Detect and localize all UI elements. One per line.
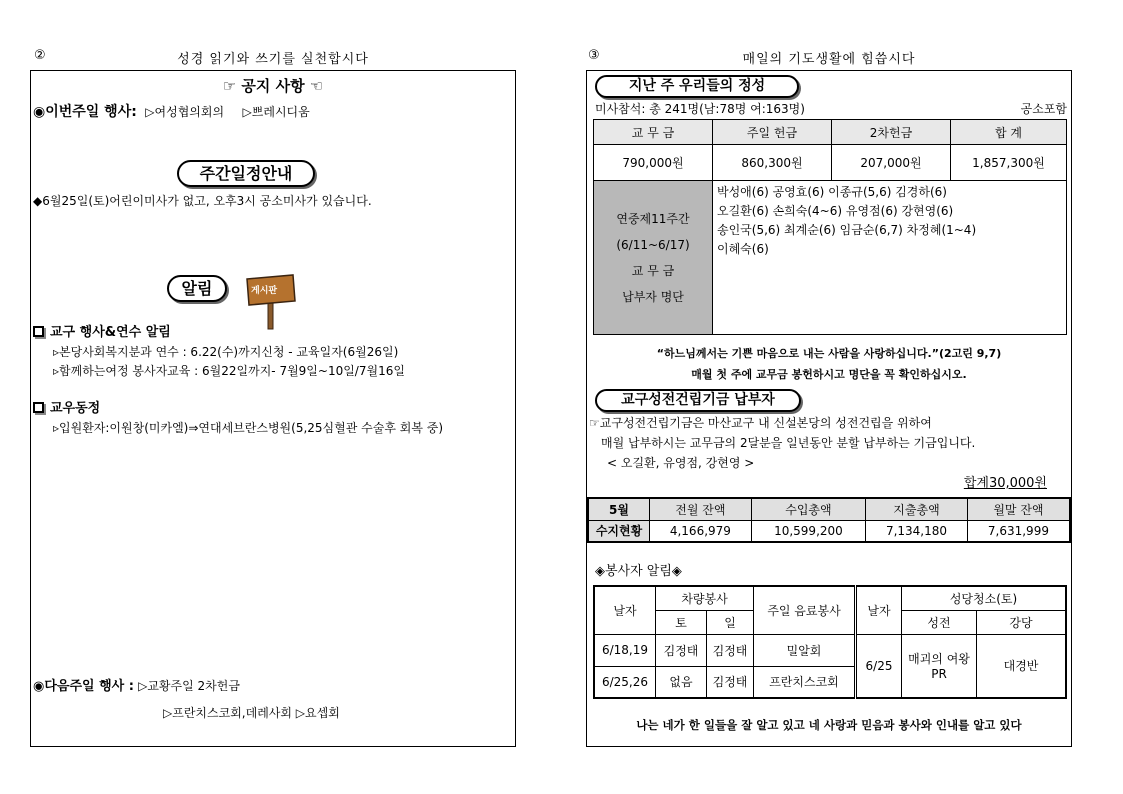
schedule-text: ◆6월25일(토)어린이미사가 없고, 오후3시 공소미사가 있습니다. (33, 194, 372, 208)
finance-table (587, 497, 1071, 543)
offering-header: 합 계 (951, 120, 1067, 145)
donor-line: 오길환(6) 손희숙(4~6) 유영점(6) 강현영(6) (717, 204, 954, 218)
vol-drinks: 프란치스코회 (754, 666, 856, 698)
this-week-label: ◉이번주일 행사: (33, 104, 137, 120)
finance-header: 전월 잔액 (650, 498, 752, 520)
fund-line: 매월 납부하시는 교무금의 2달분을 일년동안 분할 납부하는 기금입니다. (601, 436, 976, 450)
volunteer-table (593, 585, 1067, 699)
schedule-title: 주간일정안내 (177, 160, 315, 187)
vol-header-sanctuary: 성전 (902, 610, 977, 634)
section-parishioner-news (33, 397, 100, 416)
next-week-label: ◉다음주일 행사 : (33, 679, 134, 694)
vol-sun: 김정태 (707, 666, 754, 698)
bulletin-board-icon (245, 271, 297, 331)
offering-header: 2차헌금 (832, 120, 951, 145)
next-week-events (33, 675, 240, 694)
donor-line: 송인국(5,6) 최계순(6) 임금순(6,7) 차정혜(1~4) (717, 223, 977, 237)
donor-line: 박성애(6) 공영효(6) 이종규(5,6) 김경하(6) (717, 185, 947, 199)
finance-value: 4,166,979 (650, 520, 752, 542)
footer-verse: 나는 네가 한 일들을 잘 알고 있고 네 사랑과 믿음과 봉사와 인내를 알고 있다 (636, 718, 1022, 732)
this-week-events (33, 101, 310, 121)
donor-label-cell (594, 181, 713, 335)
this-week-item: ▷쁘레시디움 (242, 105, 310, 119)
fund-title: 교구성전건립기금 납부자 (595, 389, 801, 412)
vol-sat: 김정태 (656, 634, 707, 666)
left-page-number: ② (34, 48, 47, 63)
vol-sun: 김정태 (707, 634, 754, 666)
right-header: 매일의 기도생활에 힘씁시다 (742, 52, 916, 67)
alert-title: 알림 (167, 275, 227, 302)
section-diocese-events (33, 321, 171, 340)
left-panel (30, 70, 516, 747)
attendance-note: 공소포함 (1020, 102, 1067, 116)
fund-total: 합계30,000원 (963, 476, 1047, 491)
volunteer-title: ◈봉사자 알림◈ (595, 564, 682, 579)
vol-header-vehicle: 차량봉사 (656, 586, 754, 610)
offering-header: 주일 헌금 (713, 120, 832, 145)
vol-header-date: 날자 (594, 586, 656, 634)
donor-label-line: 연중제11주간 (616, 211, 690, 226)
next-week-line2: ▷프란치스코회,데레사회 ▷요셉회 (163, 706, 340, 720)
next-week-line1: ▷교황주일 2차헌금 (138, 679, 240, 693)
this-week-item: ▷여성협의회의 (145, 105, 225, 119)
vol-header-cleaning: 성당청소(토) (902, 586, 1067, 610)
offering-value: 860,300원 (713, 145, 832, 181)
reminder-line: 매월 첫 주에 교무금 봉헌하시고 명단을 꼭 확인하십시오. (691, 368, 967, 381)
offering-value: 207,000원 (832, 145, 951, 181)
right-panel (586, 70, 1072, 747)
vol-header-hall: 강당 (977, 610, 1067, 634)
section-title: 교우동정 (50, 401, 101, 416)
finance-month: 5월 (588, 498, 650, 520)
notice-title: ☞ 공지 사항 ☜ (222, 77, 324, 95)
donor-label-line: 교 무 금 (631, 263, 675, 278)
vol-header-sun: 일 (707, 610, 754, 634)
fund-names: < 오길환, 유영점, 강현영 > (607, 456, 755, 470)
right-page-number: ③ (588, 48, 601, 63)
finance-header: 월말 잔액 (967, 498, 1070, 520)
left-header: 성경 읽기와 쓰기를 실천합시다 (177, 52, 369, 67)
attendance-text: 미사참석: 총 241명(남:78명 여:163명) (595, 102, 805, 116)
donor-label-line: (6/11~6/17) (616, 237, 690, 252)
list-item: ▹본당사회복지분과 연수 : 6.22(수)까지신청 - 교육일자(6월26일) (53, 345, 399, 359)
vol-header-sat: 토 (656, 610, 707, 634)
vol-date: 6/25,26 (594, 666, 656, 698)
donor-line: 이혜숙(6) (717, 242, 769, 256)
section-title: 교구 행사&연수 알림 (50, 325, 171, 340)
offering-title: 지난 주 우리들의 정성 (595, 75, 799, 98)
vol-sat: 없음 (656, 666, 707, 698)
clean-sanctuary: 매괴의 여왕PR (902, 634, 977, 698)
offering-value: 1,857,300원 (951, 145, 1067, 181)
fund-line: ☞교구성전건립기금은 마산교구 내 신설본당의 성전건립을 위하여 (589, 416, 932, 430)
checkbox-square-icon (33, 326, 44, 337)
finance-value: 7,631,999 (967, 520, 1070, 542)
vol-date: 6/18,19 (594, 634, 656, 666)
donor-label-line: 납부자 명단 (622, 289, 684, 304)
offering-value: 790,000원 (594, 145, 713, 181)
finance-header: 수입총액 (751, 498, 865, 520)
finance-value: 7,134,180 (866, 520, 968, 542)
vol-header-date2: 날자 (856, 586, 902, 634)
list-item: ▹함께하는여정 봉사자교육 : 6월22일까지- 7월9일~10일/7월16일 (53, 364, 405, 378)
offering-header: 교 무 금 (594, 120, 713, 145)
donor-list-cell (713, 181, 1067, 335)
finance-value: 10,599,200 (751, 520, 865, 542)
checkbox-square-icon (33, 402, 44, 413)
clean-date: 6/25 (856, 634, 902, 698)
finance-label: 수지현황 (588, 520, 650, 542)
list-item: ▹입원환자:이원창(미카엘)⇒연대세브란스병원(5,25심혈관 수술후 회복 중) (53, 421, 443, 435)
board-sign-label: 게시판 (251, 286, 278, 296)
offering-table (593, 119, 1067, 335)
finance-header: 지출총액 (866, 498, 968, 520)
quote-line: “하느님께서는 기쁜 마음으로 내는 사람을 사랑하십니다.”(2고린 9,7) (656, 347, 1002, 360)
vol-drinks: 밀알회 (754, 634, 856, 666)
vol-header-drinks: 주일 음료봉사 (754, 586, 856, 634)
table-row (594, 634, 1066, 666)
clean-hall: 대경반 (977, 634, 1067, 698)
